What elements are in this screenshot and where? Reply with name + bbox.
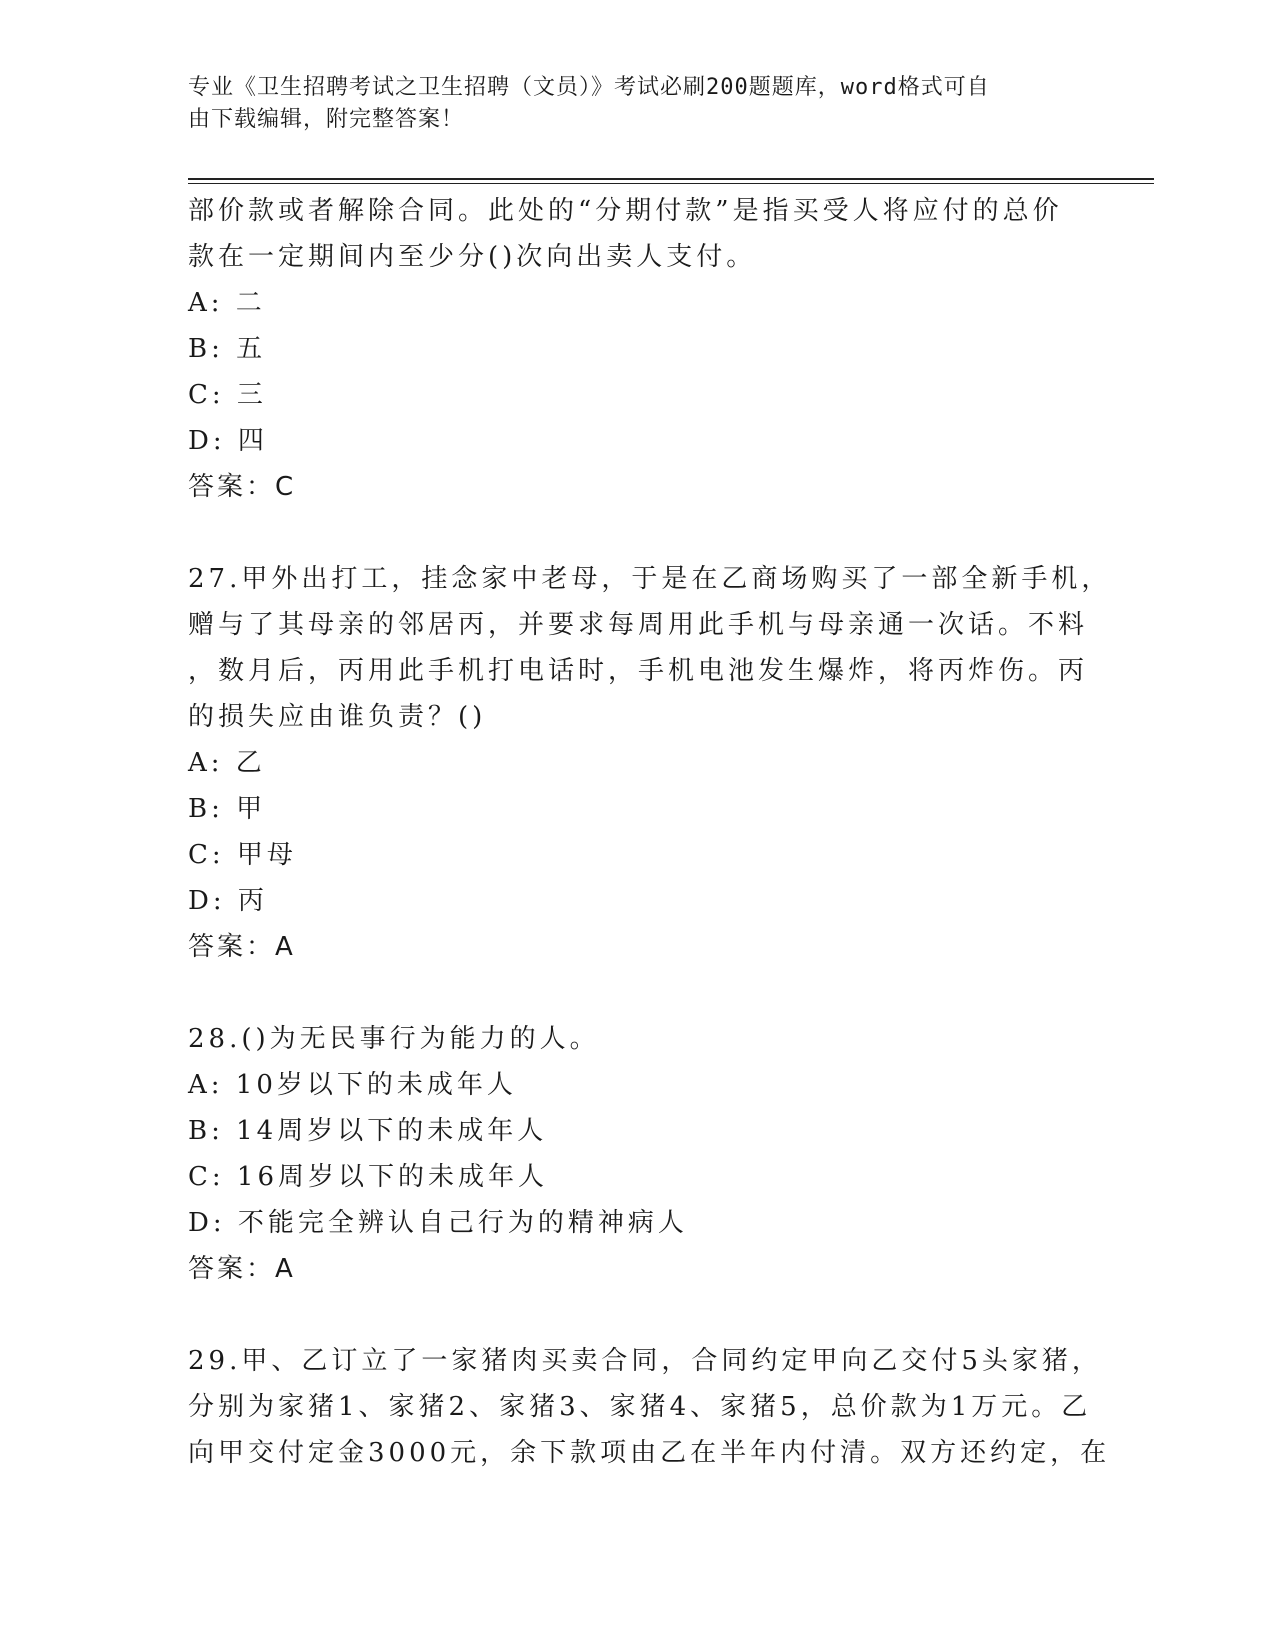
question-29-text-line-2: 分别为家猪1、家猪2、家猪3、家猪4、家猪5，总价款为1万元。乙 [188,1392,1092,1422]
question-spacer [188,510,1088,556]
question-spacer [188,1292,1088,1338]
question-27-text-line-4: 的损失应由谁负责？() [188,702,487,732]
question-28-option-d: D: 不能完全辨认自己行为的精神病人 [188,1208,688,1238]
question-28-option-c: C: 16周岁以下的未成年人 [188,1162,549,1192]
question-27 [188,556,1112,970]
question-26-text-line-1: 部价款或者解除合同。此处的“分期付款”是指买受人将应付的总价 [188,196,1063,226]
header-title-line-1: 专业《卫生招聘考试之卫生招聘（文员）》考试必刷200题题库，word格式可自 [188,75,990,100]
question-26-option-d: D: 四 [188,426,268,456]
header-title-line-2: 由下载编辑，附完整答案！ [188,107,465,132]
question-27-text-line-2: 赠与了其母亲的邻居丙，并要求每周用此手机与母亲通一次话。不料 [188,610,1089,640]
question-26-text-line-2: 款在一定期间内至少分()次向出卖人支付。 [188,242,757,272]
question-28-option-b: B: 14周岁以下的未成年人 [188,1116,548,1146]
question-27-text-line-3: ，数月后，丙用此手机打电话时，手机电池发生爆炸，将丙炸伤。丙 [188,656,1089,686]
question-26-option-c: C: 三 [188,380,267,410]
question-28-answer: 答案：A [188,1254,296,1284]
question-26-option-a: A: 二 [188,288,266,318]
question-26 [188,188,1088,510]
question-28 [188,1016,1088,1292]
question-26-option-b: B: 五 [188,334,267,364]
question-27-option-d: D: 丙 [188,886,268,916]
question-28-text-line-1: 28.()为无民事行为能力的人。 [188,1024,600,1054]
document-header [188,72,1068,136]
header-divider-thick [188,178,1154,180]
header-divider-thin [188,183,1154,184]
question-28-option-a: A: 10岁以下的未成年人 [188,1070,517,1100]
question-27-option-c: C: 甲母 [188,840,297,870]
question-29-text-line-1: 29.甲、乙订立了一家猪肉买卖合同，合同约定甲向乙交付5头家猪， [188,1346,1102,1376]
question-27-answer: 答案：A [188,932,296,962]
question-29 [188,1338,1111,1476]
question-27-option-b: B: 甲 [188,794,267,824]
question-spacer [188,970,1088,1016]
question-26-answer: 答案：C [188,472,297,502]
question-list [188,188,1112,1476]
question-27-text-line-1: 27.甲外出打工，挂念家中老母，于是在乙商场购买了一部全新手机， [188,564,1112,594]
question-29-text-line-3: 向甲交付定金3000元，余下款项由乙在半年内付清。双方还约定，在 [188,1438,1111,1468]
question-27-option-a: A: 乙 [188,748,266,778]
